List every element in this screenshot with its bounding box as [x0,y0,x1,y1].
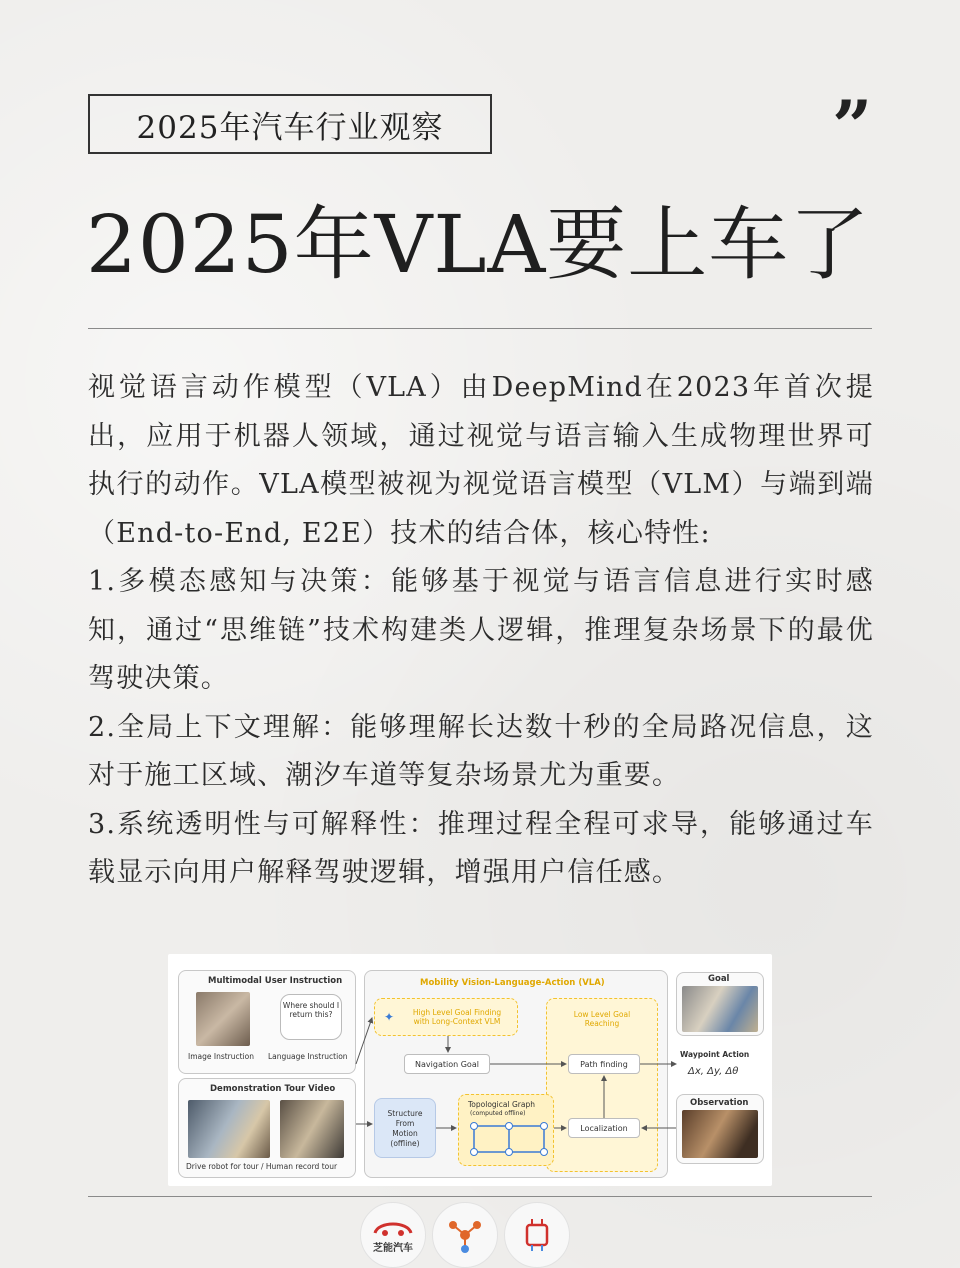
multimodal-title: Multimodal User Instruction [208,976,343,986]
network-logo [432,1202,498,1268]
waypoint-vars: Δx, Δy, Δθ [688,1066,739,1077]
chip-logo [504,1202,570,1268]
vla-diagram [168,954,772,1186]
feature-3: 3.系统透明性与可解释性：推理过程全程可求导，能够通过车载显示向用户解释驾驶逻辑，增强用户信任感。 [88,808,874,888]
bubble-text: Where should I return this? [282,1001,340,1019]
brand-logo [360,1202,426,1268]
category-tag [88,94,492,154]
waypoint-label: Waypoint Action [680,1050,750,1059]
sfm-line3: Motion [392,1129,418,1138]
low-level-label: Low Level Goal Reaching [573,1010,631,1028]
feature-1: 1.多模态感知与决策：能够基于视觉与语言信息进行实时感知，通过“思维链”技术构建类人逻辑，推理复杂场景下的最优驾驶决策。 [88,566,874,694]
sparkle-icon: ✦ [384,1010,395,1024]
observation-photo [682,1110,758,1158]
footer-logos [360,1200,580,1268]
article-body [88,364,874,898]
localization-label: Localization [580,1123,628,1133]
chip-icon [517,1215,557,1255]
divider-top [88,328,872,329]
navigation-goal-label: Navigation Goal [415,1059,479,1069]
divider-bottom [88,1196,872,1197]
car-logo-icon [372,1217,414,1237]
page-title: 2025年VLA要上车了 [86,198,871,291]
demo-caption: Drive robot for tour / Human record tour [186,1162,338,1171]
goal-photo [682,986,758,1032]
topo-title: Topological Graph [468,1100,535,1109]
high-level-label: High Level Goal Finding with Long-Context VLM [412,1008,502,1026]
vla-title: Mobility Vision-Language-Action (VLA) [420,978,605,988]
network-icon [445,1215,485,1255]
intro-paragraph: 视觉语言动作模型（VLA）由DeepMind在2023年首次提出，应用于机器人领域，通过视觉与语言输入生成物理世界可执行的动作。VLA模型被视为视觉语言模型（VLM）与端到端（End-to-End, E2E）技术的结合体，核心特性: [88,372,874,549]
category-tag-text: 2025年汽车行业观察 [136,109,444,146]
quote-mark-icon: ” [832,85,873,168]
language-instruction-label: Language Instruction [268,1052,348,1061]
brand-logo-text: 芝能汽车 [373,1242,413,1254]
demo-title: Demonstration Tour Video [210,1084,336,1094]
sfm-line2: From [395,1119,415,1128]
sfm-line4: (offline) [390,1139,420,1148]
feature-2: 2.全局上下文理解：能够理解长达数十秒的全局路况信息，这对于施工区域、潮汐车道等复杂场景尤为重要。 [88,711,874,791]
observation-label: Observation [690,1098,749,1108]
path-finding-label: Path finding [580,1059,628,1069]
sfm-line1: Structure [387,1109,423,1118]
goal-label: Goal [708,974,730,984]
image-instruction-label: Image Instruction [188,1052,255,1061]
topo-sub: (computed offline) [470,1110,526,1117]
